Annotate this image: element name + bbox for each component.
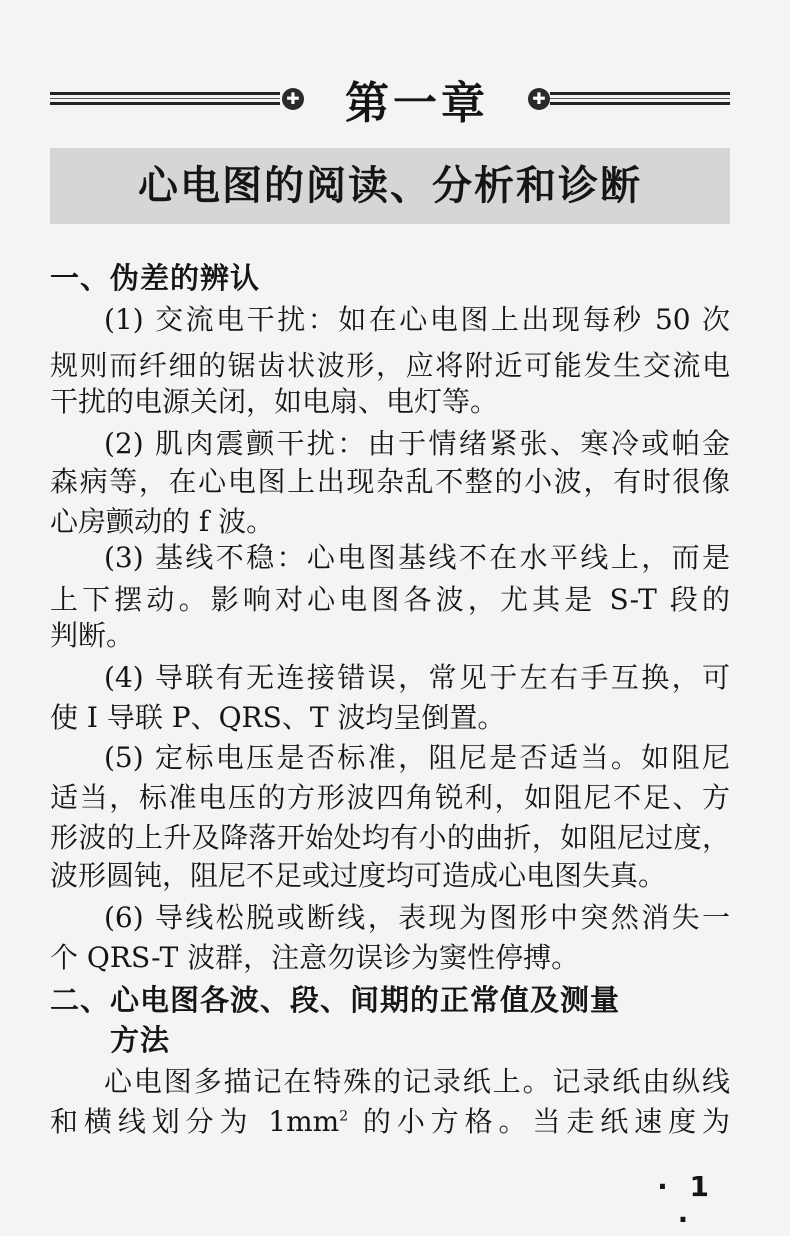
- paragraph-line: 使 Ⅰ 导联 P、QRS、T 波均呈倒置。: [50, 701, 506, 734]
- chapter-label: 第一章: [345, 78, 489, 129]
- paragraph-line: (1) 交流电干扰：如在心电图上出现每秒 50 次: [104, 303, 730, 336]
- paragraph-line: 判断。: [50, 619, 135, 652]
- paragraph-text: 和横线划分为 1mm: [50, 1105, 340, 1138]
- chapter-header: [50, 74, 730, 138]
- cross-ornament-icon: ✚: [282, 88, 304, 110]
- page-number: · 1 ·: [657, 1170, 715, 1236]
- cross-ornament-icon: ✚: [528, 88, 550, 110]
- paragraph-line: (5) 定标电压是否标准，阻尼是否适当。如阻尼: [104, 741, 730, 774]
- paragraph-line: 波形圆钝，阻尼不足或过度均可造成心电图失真。: [50, 859, 667, 892]
- paragraph-line: 个 QRS-T 波群，注意勿误诊为窦性停搏。: [50, 941, 580, 974]
- paragraph-line: (3) 基线不稳：心电图基线不在水平线上，而是: [104, 541, 730, 574]
- paragraph-line: 干扰的电源关闭，如电扇、电灯等。: [50, 385, 499, 418]
- paragraph-line: 适当，标准电压的方形波四角锐利，如阻尼不足、方: [50, 781, 730, 814]
- decorative-rule-right: [550, 92, 730, 108]
- superscript: 2: [339, 1108, 349, 1125]
- paragraph-line: 形波的上升及降落开始处均有小的曲折，如阻尼过度，: [50, 821, 730, 854]
- section-heading: 二、心电图各波、段、间期的正常值及测量: [50, 983, 621, 1017]
- section-heading: 一、伪差的辨认: [50, 261, 261, 295]
- paragraph-line: 规则而纤细的锯齿状波形，应将附近可能发生交流电: [50, 349, 730, 382]
- paragraph-line: [50, 1102, 730, 1142]
- section-heading-continuation: 方法: [110, 1023, 171, 1057]
- paragraph-line: 森病等，在心电图上出现杂乱不整的小波，有时很像: [50, 465, 730, 498]
- paragraph-line: 上下摆动。影响对心电图各波，尤其是 S-T 段的: [50, 583, 730, 616]
- paragraph-line: 心房颤动的 f 波。: [50, 505, 275, 538]
- paragraph-text: 的小方格。当走纸速度为: [348, 1105, 730, 1138]
- paragraph-line: (6) 导线松脱或断线，表现为图形中突然消失一: [104, 901, 730, 934]
- chapter-title: 心电图的阅读、分析和诊断: [138, 163, 642, 209]
- decorative-rule-left: [50, 92, 280, 108]
- chapter-title-banner: [50, 148, 730, 224]
- paragraph-line: (4) 导联有无连接错误，常见于左右手互换，可: [104, 661, 730, 694]
- paragraph-line: (2) 肌肉震颤干扰：由于情绪紧张、寒冷或帕金: [104, 427, 730, 460]
- paragraph-line: 心电图多描记在特殊的记录纸上。记录纸由纵线: [104, 1065, 730, 1098]
